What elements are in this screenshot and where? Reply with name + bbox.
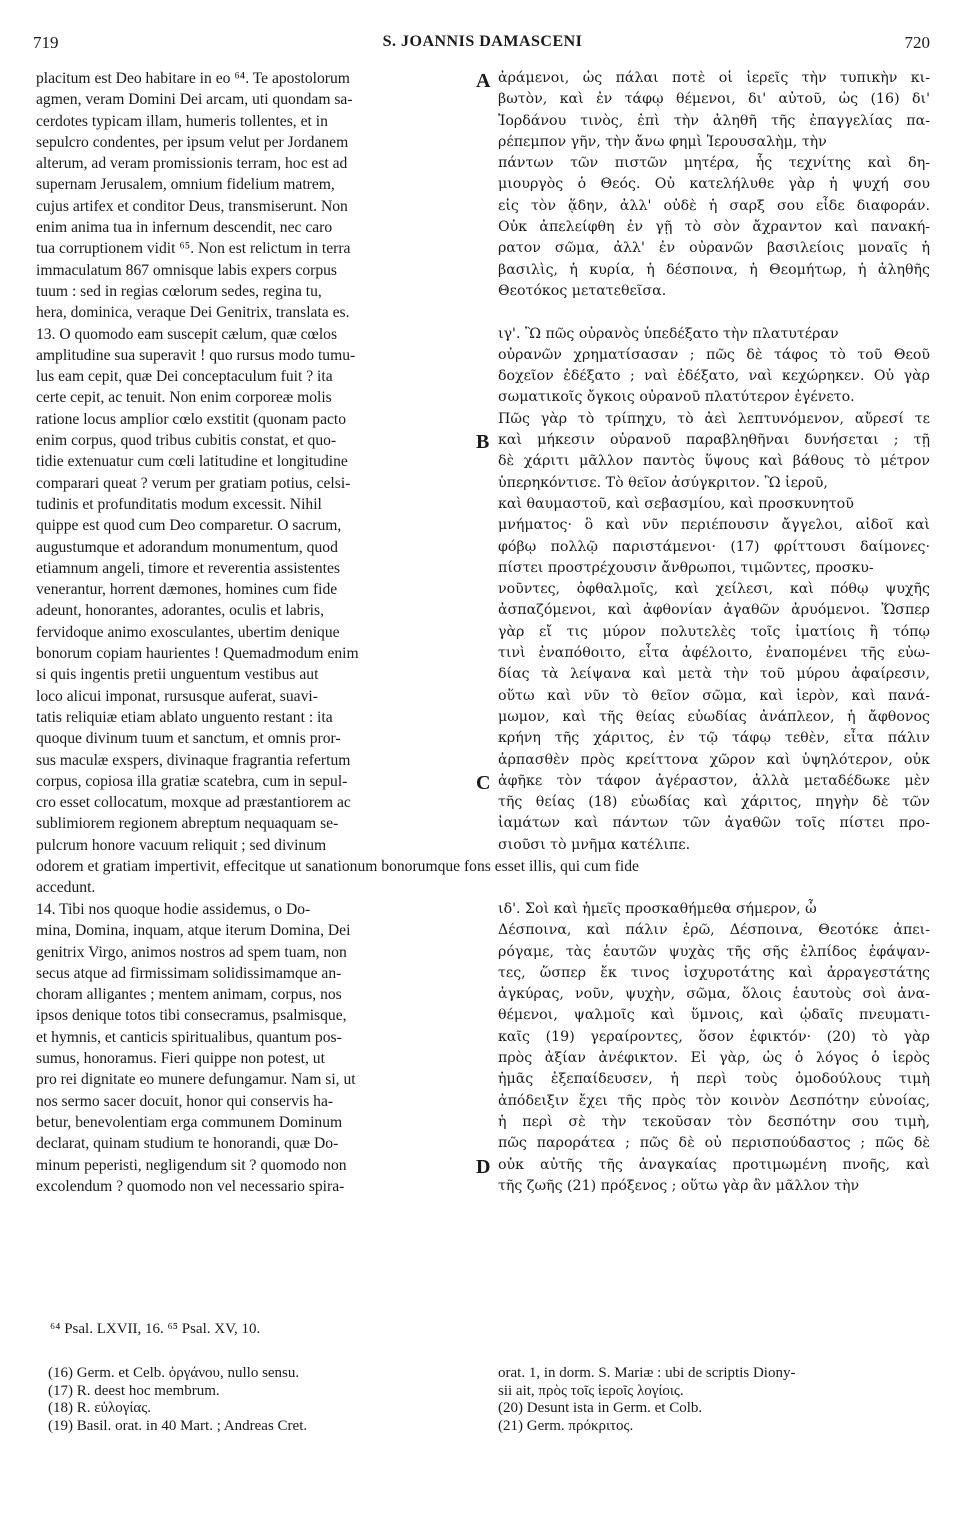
- greek-column-bottom: [498, 899, 930, 1197]
- text-line: accedunt.: [36, 879, 96, 897]
- text-line: μιουργὸς ὁ Θεός. Οὐ κατελήλυθε γὰρ ἡ ψυχή σου: [498, 176, 930, 193]
- running-title: S. JOANNIS DAMASCENI: [382, 33, 583, 50]
- text-line: ἁρπασθὲν πρὸς κρείττονα χῶρον καὶ ὑψηλότερον, οὐκ: [498, 751, 930, 768]
- text-line: (16) Germ. et Celb. ὀργάνου, nullo sensu.: [48, 1365, 300, 1381]
- text-line: odorem et gratiam impertivit, effecitque ut sanationum bonorumque fons esset illis, qui cum fide: [36, 858, 639, 875]
- text-line: minum peperisti, negligendum sit ? quomodo non: [36, 1156, 347, 1174]
- page-number-left: 719: [33, 33, 59, 52]
- text-line: ἡ περὶ σὲ τὴν τεκοῦσαν τὸν δεσπότην σου τιμὴ,: [498, 1113, 930, 1130]
- text-line: pulcrum honore vacuum reliquit ; sed divinum: [36, 836, 327, 854]
- text-line: ἰαμάτων καὶ πάντων τῶν ἀγαθῶν τοῖς πίστει προ-: [498, 815, 930, 832]
- text-line: enim corpus, quod tribus cubitis constat, et quo-: [36, 432, 337, 450]
- text-line: μωμον, καὶ τῆς θείας εὐωδίας ἀνάπλεον, ἡ ἄφθονος: [498, 708, 930, 725]
- text-line: φόβῳ πολλῷ παριστάμενοι· (17) φρίττουσι δαίμονες·: [498, 538, 930, 555]
- text-line: πάντων τῶν πιστῶν μητέρα, ἧς τεχνίτης καὶ δη-: [498, 155, 930, 172]
- text-line: supernam Jerusalem, omnium fidelium matrem,: [36, 176, 335, 194]
- text-line: βασιλὶς, ἡ κυρία, ἡ δέσποινα, ἡ Θεομήτωρ, ἡ ἀληθῆς: [498, 261, 930, 278]
- text-line: tidie extenuatur cum cœli latitudine et longitudine: [36, 453, 348, 471]
- text-line: 14. Tibi nos quoque hodie assidemus, o Do-: [36, 901, 311, 918]
- text-line: σωματικοῖς ὄγκοις οὐρανοῦ πλατύτερον ἐγένετο.: [498, 389, 855, 406]
- text-line: augustumque et adorandum monumentum, quod: [36, 538, 338, 556]
- text-line: amplitudine sua superavit ! quo rursus modo tumu-: [36, 346, 356, 364]
- greek-column-top: [498, 68, 930, 856]
- text-line: alterum, ad veram promissionis terram, hoc est ad: [36, 155, 348, 173]
- text-line: ρέπεμπον γῆν, τὴν ἄνω φημὶ Ἱερουσαλὴμ, τὴν: [498, 133, 827, 150]
- text-line: δοχεῖον ἐδέξατο ; ναὶ ἐδέξατο, ναὶ κεχώρηκεν. Οὐ γὰρ: [498, 368, 930, 385]
- text-line: tuum : sed in regias cœlorum sedes, regina tu,: [36, 282, 322, 300]
- page-header: [0, 33, 965, 57]
- text-line: immaculatum 867 omnisque labis expers corpus: [36, 261, 337, 279]
- text-line: adeunt, honorantes, adorantes, oculis et labris,: [36, 602, 324, 620]
- latin-column-bottom: [36, 899, 472, 1197]
- text-line: Ἰορδάνου τινὸς, ἐπὶ τὴν ἀληθῆ τῆς ἐπαγγελίας πα-: [498, 112, 930, 129]
- text-line: sus maculæ exspers, divinaque fragrantia refertum: [36, 751, 351, 769]
- margin-mark-d: D: [476, 1156, 491, 1178]
- text-line: οὕτω καὶ νῦν τὸ θεῖον σῶμα, καὶ ἱερὸν, καὶ πανά-: [498, 687, 930, 704]
- text-line: μνήματος· ὃ καὶ νῦν περιέπουσιν ἄγγελοι, αἰδοῖ καὶ: [498, 517, 930, 534]
- text-line: etiamnum angeli, timore et reverentia assistentes: [36, 559, 340, 577]
- text-line: (17) R. deest hoc membrum.: [48, 1382, 220, 1399]
- text-line: quoque divinum tuum et sanctum, et omnis pror-: [36, 730, 341, 748]
- text-line: Θεοτόκος μετατεθεῖσα.: [498, 282, 667, 299]
- text-line: corpus, copiosa illa gratiæ scatebra, cum in sepul-: [36, 772, 348, 790]
- text-line: sii ait, πρὸς τοῖς ἱεροῖς λογίοις.: [498, 1382, 684, 1399]
- text-line: orat. 1, in dorm. S. Mariæ : ubi de scriptis Diony-: [498, 1365, 796, 1381]
- text-line: cro esset collocatum, moxque ad præstantiorem ac: [36, 794, 351, 812]
- text-line: certe cepit, ac tenuit. Non enim corporeæ molis: [36, 389, 332, 407]
- text-line: ἡμᾶς ἐξεπαίδευσεν, ἡ περὶ τοὺς ὁμοδούλους τιμὴ: [498, 1071, 930, 1088]
- text-line: loco alicui imponat, rursusque auferat, suavi-: [36, 687, 318, 705]
- page-number-right: 720: [904, 33, 930, 52]
- text-line: lus eam cepit, quæ Dei conceptaculum fuit ? ita: [36, 368, 333, 386]
- text-line: νοῦντες, ὀφθαλμοῖς, καὶ χείλεσι, καὶ πόθῳ ψυχῆς: [498, 581, 930, 598]
- text-line: πίστει προστρέχουσιν ἄνθρωποι, τιμῶντες, προσκυ-: [498, 559, 874, 576]
- text-line: δὲ χάριτι μᾶλλον παντὸς ὕψους καὶ βάθους τὸ μέτρον: [498, 453, 930, 470]
- text-line: tua corruptionem vidit ⁶⁵. Non est relictum in terra: [36, 240, 351, 258]
- text-line: τῆς θείας (18) εὐωδίας καὶ χάριτος, πηγὴν δὲ τῶν: [498, 794, 930, 811]
- text-line: declarat, quinam studium te honorandi, quæ Do-: [36, 1135, 339, 1153]
- text-line: ιδ'. Σοὶ καὶ ἡμεῖς προσκαθήμεθα σήμερον, ὦ: [498, 901, 817, 917]
- text-line: placitum est Deo habitare in eo ⁶⁴. Te apostolorum: [36, 70, 350, 87]
- text-line: enim anima tua in infernum descendit, nec caro: [36, 219, 333, 237]
- text-line: εἰς τὸν ᾅδην, ἀλλ' οὐδὲ ἡ σαρξ σου εἶδε διαφοράν.: [498, 197, 930, 214]
- text-line: ἀγκύρας, νοῦν, ψυχὴν, σῶμα, ὅλοις ἑαυτοὺς σοὶ ἀνα-: [498, 986, 930, 1003]
- margin-mark-b: B: [476, 431, 490, 453]
- text-line: cujus artifex et conditor Deus, transmiserunt. Non: [36, 197, 348, 215]
- text-line: venerantur, horrent dæmones, homines cum fide: [36, 581, 338, 599]
- text-line: πρὸς ἀξίαν ἀνέφικτον. Εἰ γὰρ, ὡς ὁ λόγος ὁ ἱερὸς: [498, 1050, 930, 1067]
- text-line: pro rei dignitate eo munere defungamur. Nam si, ut: [36, 1071, 356, 1089]
- text-line: Πῶς γὰρ τὸ τρίπηχυ, τὸ ἀεὶ λεπτυνόμενον, αὔρεσί τε: [498, 410, 930, 427]
- text-line: Δέσποινα, καὶ πάλιν ἐρῶ, Δέσποινα, Θεοτόκε ἀπει-: [498, 922, 930, 939]
- text-line: [498, 302, 930, 323]
- text-line: καὶ θαυμαστοῦ, καὶ σεβασμίου, καὶ προσκυνητοῦ: [498, 495, 854, 512]
- text-line: nos sermo sacer docuit, honor qui conservis ha-: [36, 1092, 334, 1110]
- scripture-footnotes: ⁶⁴ Psal. LXVII, 16. ⁶⁵ Psal. XV, 10.: [50, 1321, 261, 1337]
- text-line: betur, benevolentiam erga communem Dominum: [36, 1113, 343, 1131]
- text-line: choram alligantes ; mentem animam, corpus, nos: [36, 986, 342, 1004]
- text-line: quippe est quod cum Deo comparetur. O sacrum,: [36, 517, 342, 535]
- margin-mark-c: C: [476, 772, 491, 794]
- text-line: mina, Domina, inquam, atque iterum Domina, Dei: [36, 922, 351, 940]
- text-line: ἀπόδειξιν ἔχει τῆς πρὸς τὸν κοινὸν Δεσπότην εὐνοίας,: [498, 1092, 930, 1109]
- text-line: sepulcro condentes, per ipsum velut per Jordanem: [36, 133, 349, 151]
- text-line: tatis reliquiæ etiam ablato unguento restant : ita: [36, 708, 333, 726]
- text-line: ἀράμενοι, ὡς πάλαι ποτὲ οἱ ἱερεῖς τὴν τυπικὴν κι-: [498, 70, 930, 86]
- text-line: sublimiorem regionem abreptum nequaquam se-: [36, 815, 339, 833]
- text-line: (20) Desunt ista in Germ. et Colb.: [498, 1400, 703, 1416]
- text-line: hera, dominica, veraque Dei Genitrix, translata es.: [36, 304, 350, 322]
- text-line: secus atque ad firmissimam solidissimamque an-: [36, 964, 342, 982]
- text-line: οὐρανῶν χρηματίσασαν ; πῶς δὲ τάφος τὸ τοῦ Θεοῦ: [498, 346, 930, 363]
- text-line: ἀφῆκε τὸν τάφον ἀγέραστον, ἀλλὰ μεταδέδωκε μὲν: [498, 772, 930, 789]
- text-line: si quis ingentis pretii unguentum vestibus aut: [36, 666, 319, 684]
- text-line: 13. O quomodo eam suscepit cælum, quæ cœlos: [36, 325, 338, 343]
- text-line: ratione locus amplior cœlo exstitit (quonam pacto: [36, 410, 347, 428]
- margin-mark-a: A: [476, 70, 491, 92]
- text-line: excolendum ? quomodo non vel necessario spira-: [36, 1177, 345, 1195]
- text-line: καῖς (19) γεραίροντες, ὅσον ἐφικτόν· (20) τὸ γὰρ: [498, 1028, 930, 1045]
- apparatus-notes-right: [498, 1365, 928, 1435]
- text-line: (19) Basil. orat. in 40 Mart. ; Andreas Cret.: [48, 1417, 308, 1434]
- text-line: ρόγαμε, τὰς ἑαυτῶν ψυχὰς τῆς σῆς ἐλπίδος ἐφάψαν-: [498, 943, 930, 960]
- text-line: ipsos denique totos tibi consecramus, psalmisque,: [36, 1007, 347, 1025]
- text-line: agmen, veram Domini Dei arcam, uti quondam sa-: [36, 91, 353, 109]
- text-line: τες, ὥσπερ ἔκ τινος ἰσχυροτάτης καὶ ἀρραγεστάτης: [498, 964, 930, 981]
- apparatus-notes-left: [48, 1365, 478, 1435]
- text-line: cerdotes typicam illam, humeris tollentes, et in: [36, 112, 328, 130]
- text-line: τῆς ζωῆς (21) πρόξενος ; οὕτω γὰρ ἂν μᾶλλον τὴν: [498, 1177, 860, 1194]
- text-line: comparari queat ? verum per gratiam potius, celsi-: [36, 474, 351, 492]
- text-line: σιοῦσι τὸ μνῆμα κατέλιπε.: [498, 836, 691, 853]
- text-line: ἀσπαζόμενοι, καὶ ἀφθονίαν ἀγαθῶν ἀρυόμενοι. Ὥσπερ: [498, 602, 930, 619]
- text-line: βωτὸν, καὶ ἐν τάφῳ θέμενοι, δι' αὐτοῦ, ὡς (16) δι': [498, 91, 930, 108]
- text-line: πῶς παροράτεα ; πῶς δὲ οὐ περισπούδαστος ; πῶς δὲ: [498, 1135, 930, 1152]
- text-line: ρατον σῶμα, ἀλλ' ἐν οὐρανῶν βασιλείοις μοναῖς ἡ: [498, 240, 930, 257]
- text-line: οὐκ αὐτῆς τῆς ἀναγκαίας προτιμωμένη πνοῆς, καὶ: [498, 1156, 930, 1173]
- text-line: δίας τὰ λείψανα καὶ μετὰ τὴν τοῦ μύρου ἀφαίρεσιν,: [498, 666, 930, 683]
- text-line: (18) R. εὐλογίας.: [48, 1400, 151, 1416]
- text-line: κρήνη τῆς χάριτος, ἐν τῷ τάφῳ τεθὲν, εἶτα πάλιν: [498, 730, 930, 747]
- text-line: fervidoque animo exosculantes, ubertim denique: [36, 623, 340, 641]
- full-width-lines: [36, 856, 928, 899]
- text-line: τινὶ ἐναπόθοιτο, εἶτα ἀφέλοιτο, ἐναπομένει τῆς εὐω-: [498, 645, 930, 662]
- text-line: sumus, honoramus. Fieri quippe non potest, ut: [36, 1050, 325, 1068]
- latin-column-top: [36, 68, 472, 856]
- text-line: bonorum copiam haurientes ! Quemadmodum enim: [36, 645, 359, 663]
- text-line: γὰρ εἴ τις μύρον πολυτελὲς τοῖς ἱματίοις ἢ τόπῳ: [498, 623, 930, 640]
- text-line: ὑπερηκόντισε. Τὸ θεῖον ἀσύγκριτον. Ὢ ἱεροῦ,: [498, 474, 828, 491]
- text-line: (21) Germ. πρόκριτος.: [498, 1417, 634, 1434]
- text-line: et hymnis, et canticis spiritualibus, quantum pos-: [36, 1028, 342, 1046]
- text-line: καὶ μήκεσιν οὐρανοῦ παραβληθῆναι δυνήσεται ; τῇ: [498, 432, 930, 449]
- text-line: ιγ'. Ὢ πῶς οὐρανὸς ὑπεδέξατο τὴν πλατυτέραν: [498, 325, 839, 342]
- text-line: Οὐκ ἀπελείφθη ἐν γῇ τὸ σὸν ἄχραντον καὶ πανακή-: [498, 219, 930, 236]
- text-line: θέμενοι, ψαλμοῖς καὶ ὕμνοις, καὶ ᾠδαῖς πνευματι-: [498, 1007, 930, 1024]
- text-line: tudinis et profunditatis modum excessit. Nihil: [36, 495, 322, 513]
- text-line: genitrix Virgo, animos nostros ad spem tuam, non: [36, 943, 347, 961]
